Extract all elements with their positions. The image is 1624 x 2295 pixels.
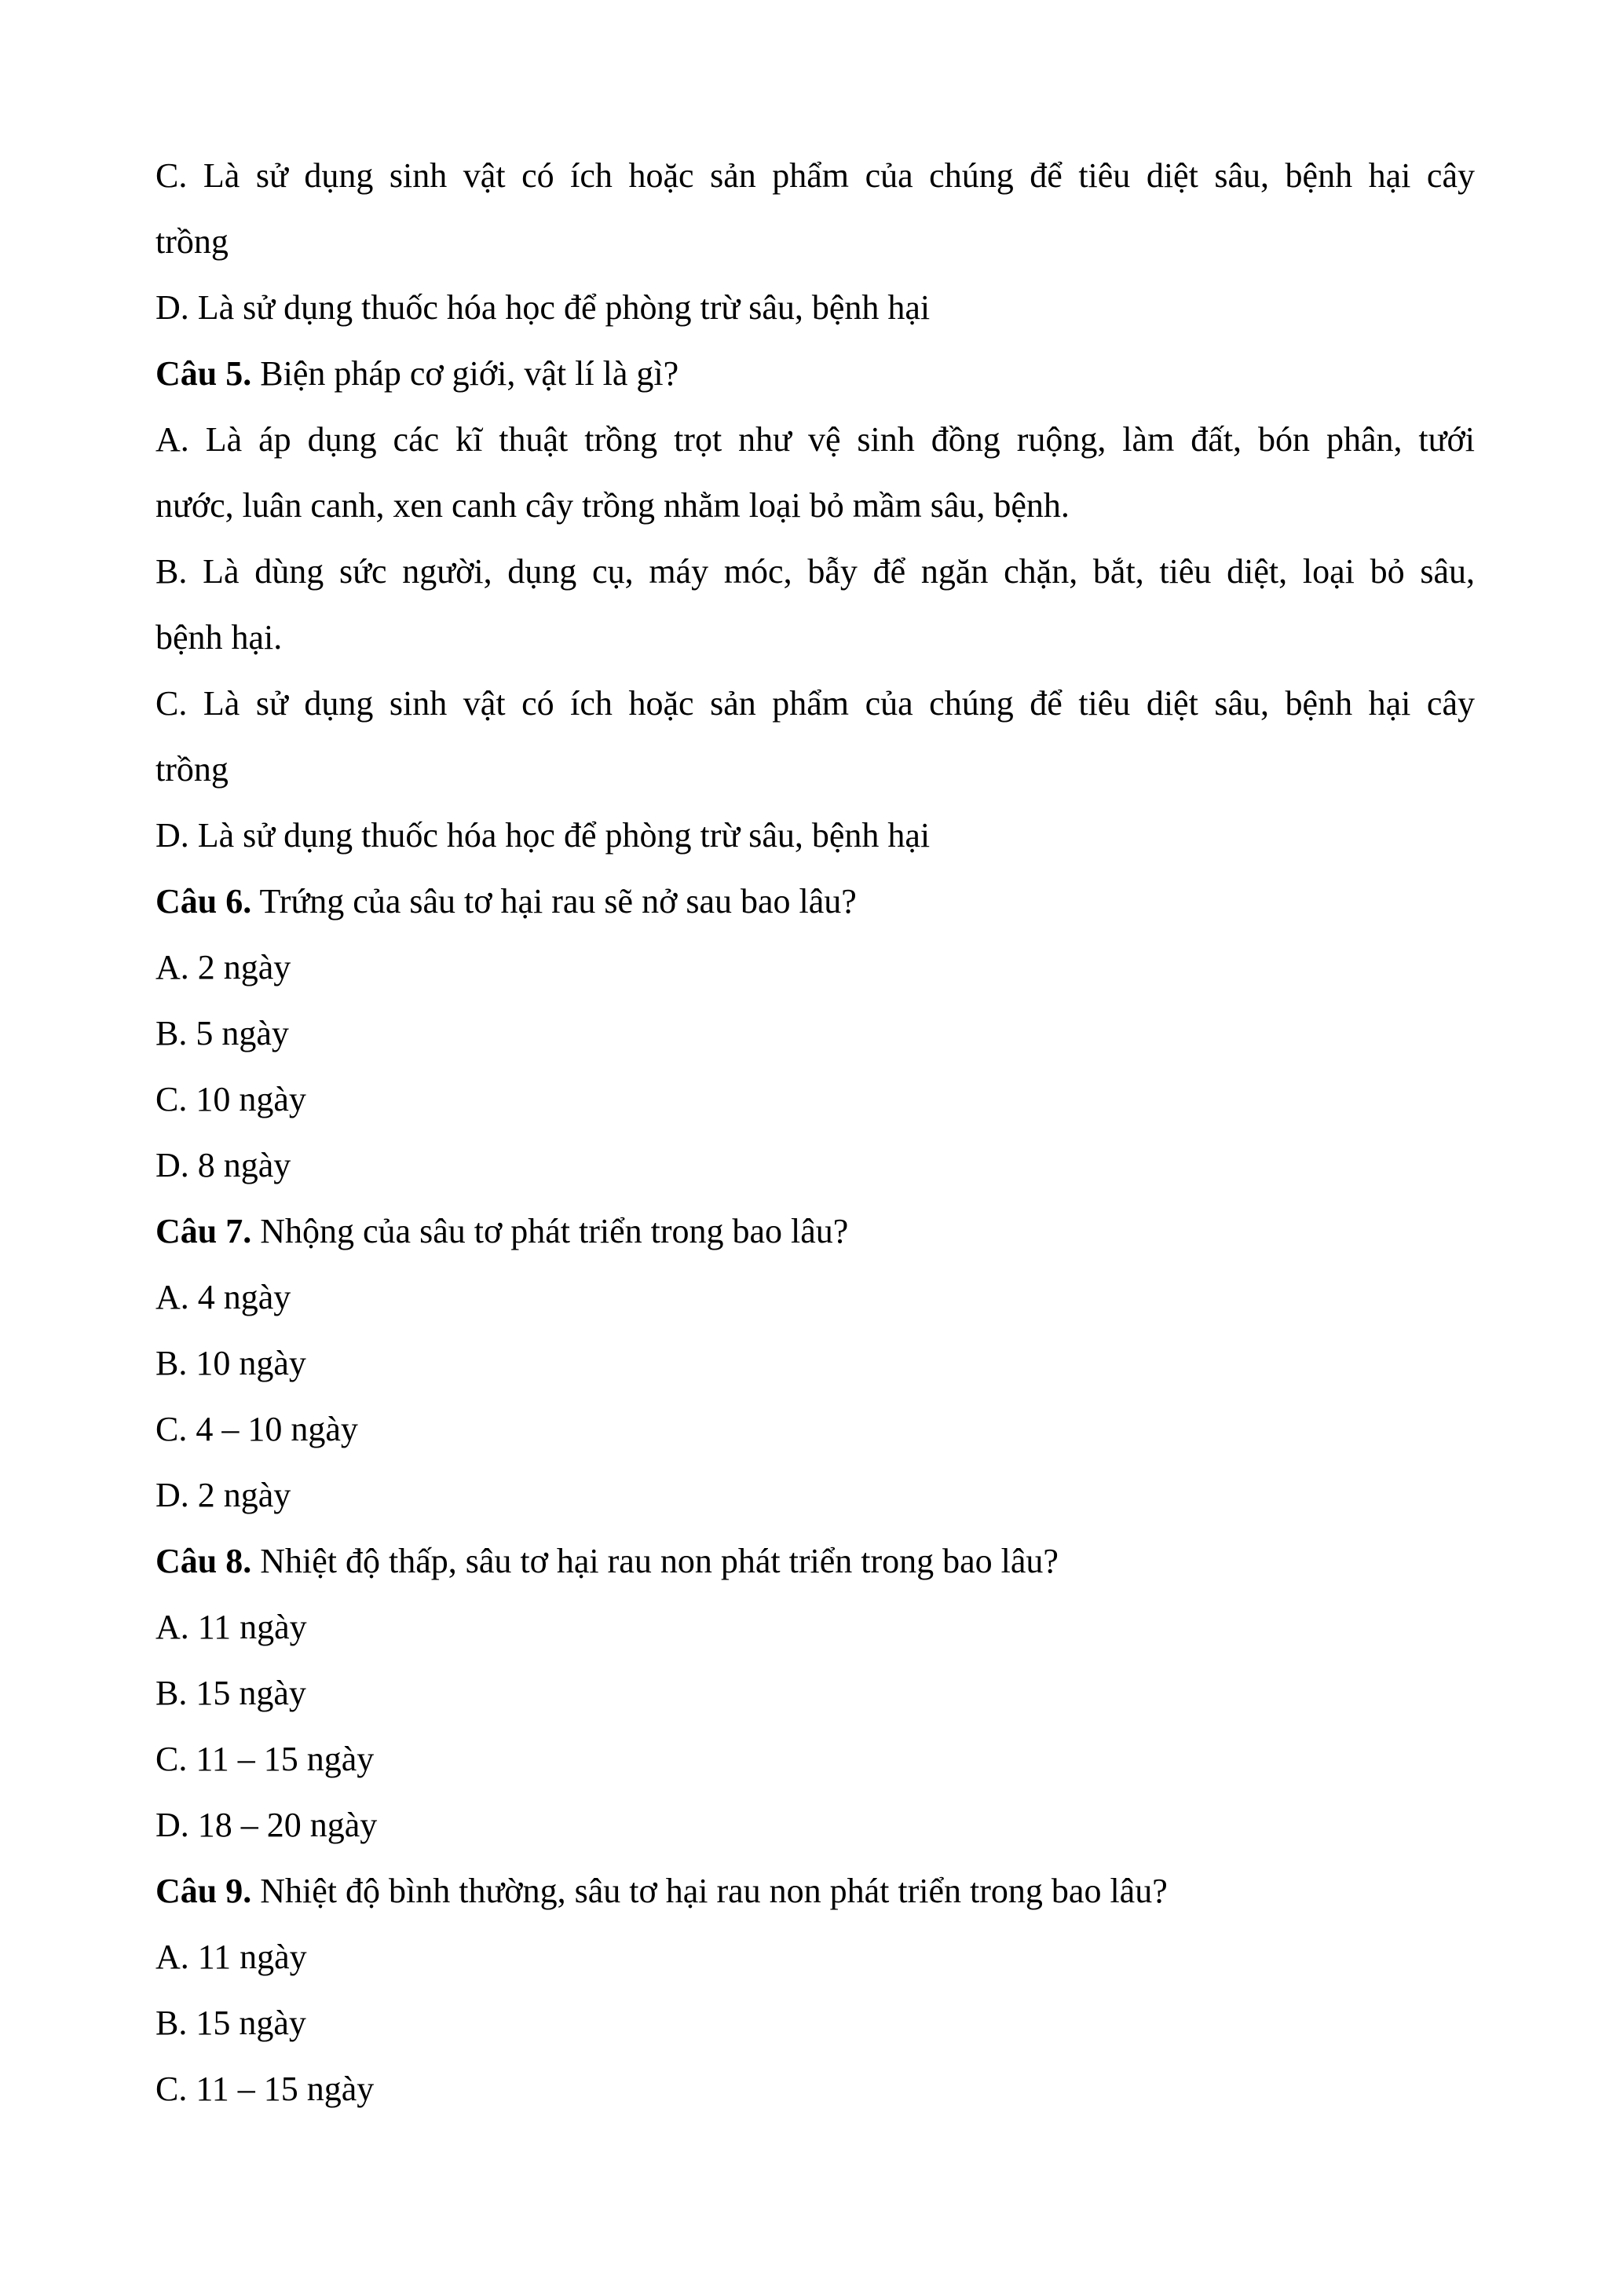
answer-option-line: D. Là sử dụng thuốc hóa học để phòng trừ sâu, bệnh hại [155,288,931,327]
answer-option-line: B. 10 ngày [155,1344,306,1382]
answer-option-line: D. 2 ngày [155,1476,291,1514]
answer-option-line: B. Là dùng sức người, dụng cụ, máy móc, bẫy để ngăn chặn, bắt, tiêu diệt, loại bỏ sâu, [155,552,1475,591]
question-number: Câu 6. [155,882,252,921]
answer-option-line: D. 8 ngày [155,1146,291,1184]
answer-option-line: nước, luân canh, xen canh cây trồng nhằm loại bỏ mầm sâu, bệnh. [155,486,1070,525]
question-text: Nhộng của sâu tơ phát triển trong bao lâu? [251,1212,849,1250]
question-line [155,1858,1475,1924]
question-number: Câu 9. [155,1872,252,1910]
answer-option-line: A. 2 ngày [155,948,291,986]
answer-option-line: C. 11 – 15 ngày [155,1740,375,1778]
question-text: Trứng của sâu tơ hại rau sẽ nở sau bao lâu? [251,882,857,921]
question-text: Biện pháp cơ giới, vật lí là gì? [251,354,679,393]
answer-option-line: A. 11 ngày [155,1938,307,1976]
question-line [155,1528,1475,1594]
answer-option-line: C. Là sử dụng sinh vật có ích hoặc sản phẩm của chúng để tiêu diệt sâu, bệnh hại cây [155,156,1475,195]
answer-option-line: B. 5 ngày [155,1014,289,1052]
question-number: Câu 5. [155,354,252,393]
answer-option-line: trồng [155,750,229,789]
answer-option-line: B. 15 ngày [155,2004,306,2042]
question-text: Nhiệt độ bình thường, sâu tơ hại rau non phát triển trong bao lâu? [251,1872,1168,1910]
answer-option-line: D. 18 – 20 ngày [155,1806,378,1844]
answer-option-line: B. 15 ngày [155,1674,306,1712]
answer-option-line: C. 11 – 15 ngày [155,2070,375,2108]
answer-option-line: C. 10 ngày [155,1080,306,1118]
answer-option-line: A. 4 ngày [155,1278,291,1316]
document-content [155,143,1475,2122]
answer-option-line: trồng [155,222,229,261]
question-line [155,869,1475,935]
question-line [155,1199,1475,1265]
question-number: Câu 7. [155,1212,252,1250]
answer-option-line: bệnh hại. [155,618,283,657]
question-line [155,341,1475,407]
answer-option-line: A. Là áp dụng các kĩ thuật trồng trọt như vệ sinh đồng ruộng, làm đất, bón phân, tưới [155,420,1475,459]
answer-option-line: D. Là sử dụng thuốc hóa học để phòng trừ sâu, bệnh hại [155,816,931,855]
question-number: Câu 8. [155,1542,252,1580]
question-text: Nhiệt độ thấp, sâu tơ hại rau non phát triển trong bao lâu? [251,1542,1059,1580]
answer-option-line: A. 11 ngày [155,1608,307,1646]
answer-option-line: C. 4 – 10 ngày [155,1410,358,1448]
answer-option-line: C. Là sử dụng sinh vật có ích hoặc sản phẩm của chúng để tiêu diệt sâu, bệnh hại cây [155,684,1475,723]
